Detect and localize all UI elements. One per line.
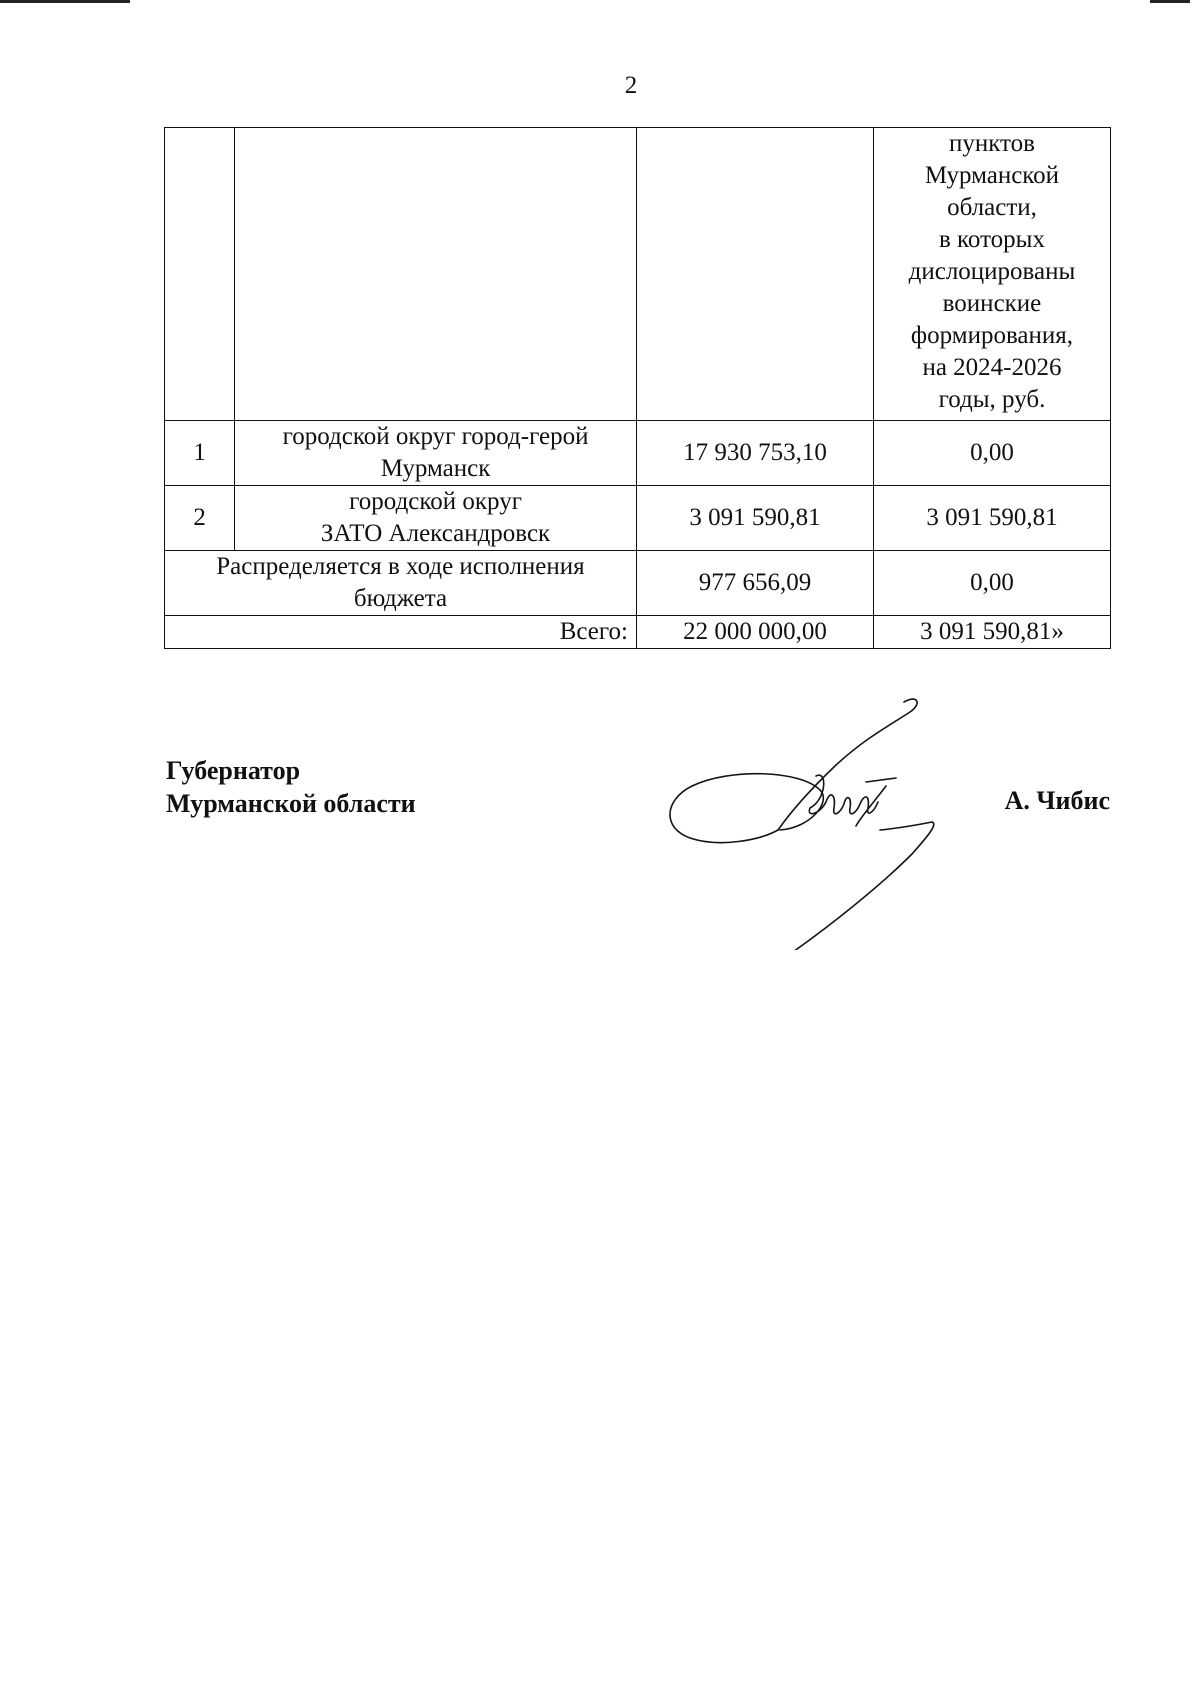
undistributed-row [165,551,1111,616]
name-line: городской округ город-герой [282,423,589,450]
header-line: формирования, [910,322,1074,349]
total-amount: 3 091 590,81» [873,616,1110,649]
page-number: 2 [624,72,638,99]
row-number: 2 [165,486,235,551]
signatory-title [166,754,416,820]
amount-cell: 0,00 [873,551,1110,616]
signatory-title-line: Губернатор [166,756,301,785]
signatory-title-line: Мурманской области [166,789,416,818]
amount-cell: 977 656,09 [636,551,873,616]
amount-cell: 3 091 590,81 [873,486,1110,551]
table-row [165,421,1111,486]
row-number: 1 [165,421,235,486]
municipality-name [235,486,637,551]
table-cell [165,128,235,421]
table-header-row [165,128,1111,421]
header-cell-continued [873,128,1110,421]
label-line: Распределяется в ходе исполнения [216,553,585,580]
total-amount: 22 000 000,00 [636,616,873,649]
scan-edge-mark [1150,0,1190,3]
table-row [165,486,1111,551]
header-line: в которых [938,226,1045,253]
amount-cell: 17 930 753,10 [636,421,873,486]
name-line: Мурманск [380,455,491,482]
total-row [165,616,1111,649]
municipality-name [235,421,637,486]
amount-cell: 0,00 [873,421,1110,486]
amount-cell: 3 091 590,81 [636,486,873,551]
total-label: Всего: [165,616,637,649]
header-line: годы, руб. [938,386,1046,413]
header-line: воинские [942,290,1042,317]
header-line: области, [947,194,1037,221]
undistributed-label [165,551,637,616]
name-line: городской округ [349,488,522,515]
table-cell [636,128,873,421]
header-line: пунктов [948,130,1035,157]
table-cell [235,128,637,421]
label-line: бюджета [353,585,448,612]
header-line: Мурманской [924,162,1060,189]
name-line: ЗАТО Александровск [320,520,551,547]
signatory-name: А. Чибис [1004,786,1110,815]
header-line: на 2024-2026 [922,354,1062,381]
header-line: дислоцированы [908,258,1076,285]
distribution-table [164,127,1111,649]
scan-edge-mark [0,0,130,3]
handwritten-signature [660,690,950,950]
